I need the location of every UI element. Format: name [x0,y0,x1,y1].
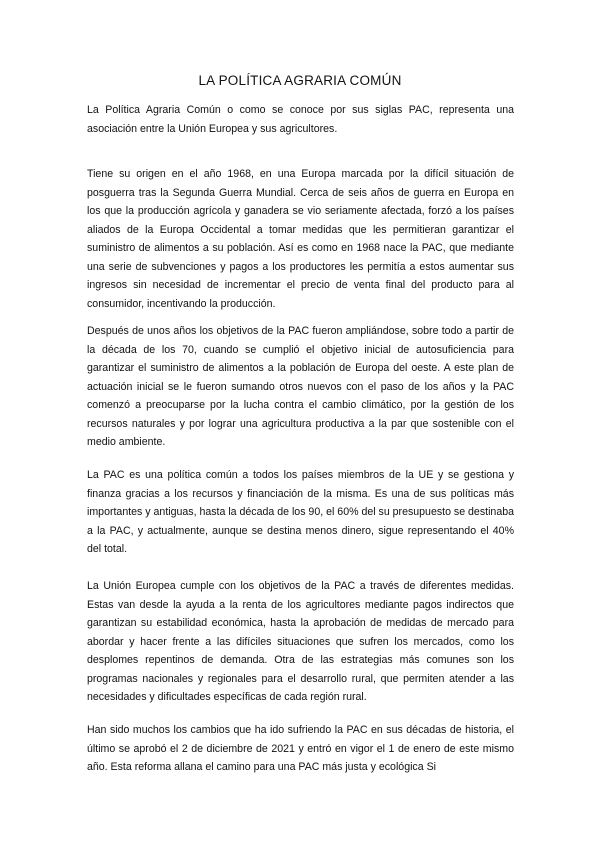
paragraph-origin: Tiene su origen en el año 1968, en una Europa marcada por la difícil situación de posguerra tras la Segunda Guerra Mundial. Cerca de seis años de guerra en Europa en los que la producción agrícola y ganadera se vio seriamente afectada, forzó a los países aliados de la Europa Occidental a tomar medidas que les permitieran garantizar el suministro de alimentos a su población. Así es como en 1968 nace la PAC, que mediante una serie de subvenciones y pagos a los productores les permitía a estos aumentar sus ingresos sin necesidad de incrementar el precio de venta final del producto para al consumidor, incentivando la producción. [87,168,514,310]
paragraph-measures: La Unión Europea cumple con los objetivos de la PAC a través de diferentes medidas. Estas van desde la ayuda a la renta de los agricultores mediante pagos indirectos que garantizan su estabilidad económica, hasta la aprobación de medidas de mercado para abordar y hacer frente a las difíciles situaciones que sufren los mercados, como los desplomes repentinos de demanda. Otra de las estrategias más comunes son los programas nacionales y regionales para el desarrollo rural, que permiten atender a las necesidades y dificultades específicas de cada región rural. [87,580,514,703]
paragraph-funding: La PAC es una política común a todos los países miembros de la UE y se gestiona y finanza gracias a los recursos y financiación de la misma. Es una de sus políticas más importantes y antiguas, hasta la década de los 90, el 60% del su presupuesto se destinaba a la PAC, y actualmente, aunque se destina menos dinero, sigue representando el 40% del total. [87,469,514,555]
document-title: LA POLÍTICA AGRARIA COMÚN [198,73,402,88]
paragraph-reforms: Han sido muchos los cambios que ha ido sufriendo la PAC en sus décadas de historia, el último se aprobó el 2 de diciembre de 2021 y entró en vigor el 1 de enero de este mismo año. Esta reforma allana el camino para una PAC más justa y ecológica Si [87,724,514,773]
paragraph-introduction: La Política Agraria Común o como se conoce por sus siglas PAC, representa una asociación entre la Unión Europea y sus agricultores. [87,104,514,135]
paragraph-evolution: Después de unos años los objetivos de la PAC fueron ampliándose, sobre todo a partir de la década de los 70, cuando se cumplió el objetivo inicial de autosuficiencia para garantizar el suministro de alimentos a la población de Europa del oeste. A este plan de actuación inicial se le fueron sumando otros nuevos con el paso de los años y la PAC comenzó a preocuparse por la lucha contra el cambio climático, por la gestión de los recursos naturales y por lograr una agricultura productiva a la par que sostenible con el medio ambiente. [87,325,514,448]
